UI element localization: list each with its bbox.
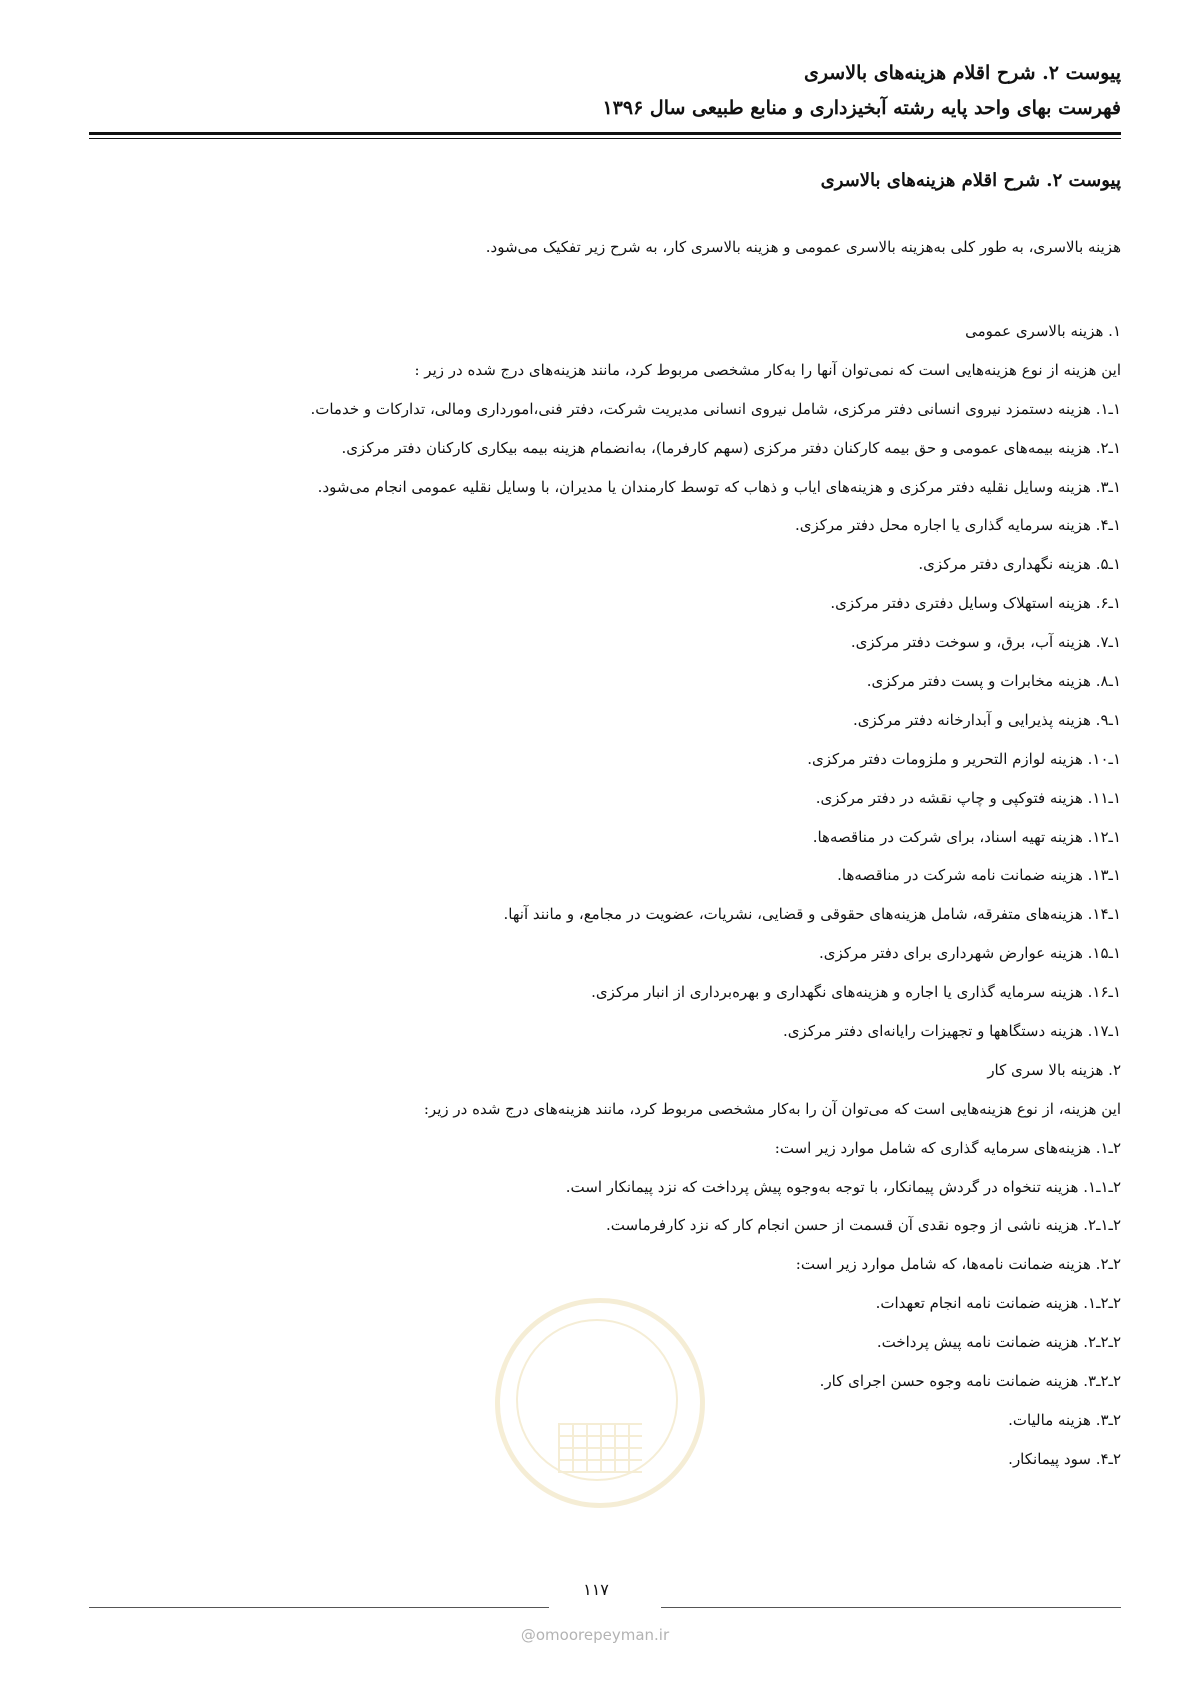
list-item: ۲ـ۱ـ۲. هزینه ناشی از وجوه نقدی آن قسمت از حسن انجام کار که نزد کارفرماست.	[605, 1216, 1121, 1235]
list-item: ۱ـ۱. هزینه دستمزد نیروی انسانی دفتر مرکزی، شامل نیروی انسانی مدیریت شرکت، دفتر فنی،امورداری ومالی، تدارکات و خدمات.	[310, 399, 1121, 418]
running-header-subtitle: فهرست بهای واحد پایه رشته آبخیزداری و منابع طبیعی سال ۱۳۹۶	[602, 97, 1121, 119]
list-item: ۱ـ۱۱. هزینه فتوکپی و چاپ نقشه در دفتر مرکزی.	[815, 788, 1121, 807]
list-item: ۲ـ۳. هزینه مالیات.	[1008, 1410, 1121, 1429]
list-item: ۱ـ۵. هزینه نگهداری دفتر مرکزی.	[918, 555, 1121, 574]
list-item: ۱ـ۱۰. هزینه لوازم التحریر و ملزومات دفتر مرکزی.	[807, 749, 1121, 768]
list-item: ۱ـ۳. هزینه وسایل نقلیه دفتر مرکزی و هزینه‌های ایاب و ذهاب که توسط کارمندان یا مدیران، با وسایل نقلیه عمومی انجام می‌شود.	[317, 477, 1121, 496]
list-item: ۲ـ۲ـ۲. هزینه ضمانت نامه پیش پرداخت.	[876, 1333, 1121, 1352]
watermark-text: @omoorepeyman.ir	[520, 1626, 670, 1644]
footer-rule-right	[661, 1607, 1121, 1608]
list-item: ۱ـ۱۷. هزینه دستگاهها و تجهیزات رایانه‌ای دفتر مرکزی.	[783, 1022, 1121, 1041]
list-item: ۲ـ۲. هزینه ضمانت نامه‌ها، که شامل موارد زیر است:	[795, 1255, 1121, 1274]
list-item: این هزینه از نوع هزینه‌هایی است که نمی‌توان آنها را به‌کار مشخصی مربوط کرد، مانند هزینه‌های درج شده در زیر :	[414, 360, 1121, 379]
stamp-seal-logo	[495, 1298, 705, 1508]
list-item: ۲ـ۱. هزینه‌های سرمایه گذاری که شامل موارد زیر است:	[774, 1138, 1121, 1157]
list-item: ۲ـ۴. سود پیمانکار.	[1008, 1449, 1121, 1468]
list-item: ۲ـ۲ـ۳. هزینه ضمانت نامه وجوه حسن اجرای کار.	[819, 1372, 1121, 1391]
list-item: ۱ـ۲. هزینه بیمه‌های عمومی و حق بیمه کارکنان دفتر مرکزی (سهم کارفرما)، به‌انضمام هزینه بیمه بیکاری کارکنان دفتر مرکزی.	[341, 438, 1121, 457]
page-number: ۱۱۷	[583, 1580, 609, 1599]
list-item: ۱ـ۷. هزینه آب، برق، و سوخت دفتر مرکزی.	[850, 633, 1121, 652]
list-item: ۱ـ۱۳. هزینه ضمانت نامه شرکت در مناقصه‌ها.	[837, 866, 1121, 885]
list-item: ۱ـ۸. هزینه مخابرات و پست دفتر مرکزی.	[866, 672, 1121, 691]
header-rule-thin	[89, 138, 1121, 139]
intro-paragraph: هزینه بالاسری، به طور کلی به‌هزینه بالاسری عمومی و هزینه بالاسری کار، به شرح زیر تفکیک می‌شود.	[485, 238, 1121, 256]
list-item: این هزینه، از نوع هزینه‌هایی است که می‌توان آن را به‌کار مشخصی مربوط کرد، مانند هزینه‌های درج شده در زیر:	[423, 1099, 1121, 1118]
list-item: ۱ـ۱۲. هزینه تهیه اسناد، برای شرکت در مناقصه‌ها.	[812, 827, 1121, 846]
seal-grid-pattern	[558, 1423, 642, 1473]
running-header-title: پیوست ۲. شرح اقلام هزینه‌های بالاسری	[803, 62, 1121, 84]
list-item: ۱ـ۱۴. هزینه‌های متفرقه، شامل هزینه‌های حقوقی و قضایی، نشریات، عضویت در مجامع، و مانند آنها.	[503, 905, 1121, 924]
list-item: ۱ـ۱۵. هزینه عوارض شهرداری برای دفتر مرکزی.	[819, 944, 1121, 963]
list-item: ۱ـ۶. هزینه استهلاک وسایل دفتری دفتر مرکزی.	[830, 594, 1121, 613]
list-item: ۲. هزینه بالا سری کار	[987, 1060, 1121, 1079]
list-item: ۱ـ۴. هزینه سرمایه گذاری یا اجاره محل دفتر مرکزی.	[794, 516, 1121, 535]
list-item: ۲ـ۱ـ۱. هزینه تنخواه در گردش پیمانکار، با توجه به‌وجوه پیش پرداخت که نزد پیمانکار است.	[565, 1177, 1121, 1196]
header-rule-thick	[89, 132, 1121, 135]
list-item: ۱ـ۹. هزینه پذیرایی و آبدارخانه دفتر مرکزی.	[852, 710, 1121, 729]
section-title: پیوست ۲. شرح اقلام هزینه‌های بالاسری	[820, 170, 1121, 191]
list-item: ۱. هزینه بالاسری عمومی	[965, 322, 1121, 340]
list-item: ۲ـ۲ـ۱. هزینه ضمانت نامه انجام تعهدات.	[875, 1294, 1121, 1313]
footer-rule-left	[89, 1607, 549, 1608]
list-item: ۱ـ۱۶. هزینه سرمایه گذاری یا اجاره و هزینه‌های نگهداری و بهره‌برداری از انبار مرکزی.	[591, 983, 1121, 1002]
